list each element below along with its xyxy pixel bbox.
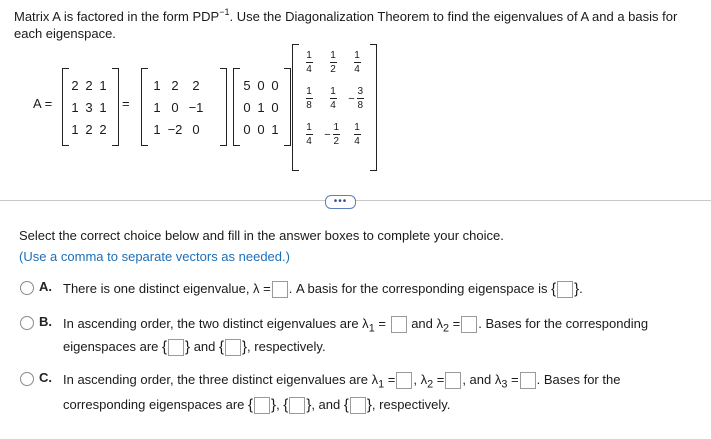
matrix-cell: 0 [171,100,179,115]
matrix-cell [296,50,320,75]
bracket-right [370,44,377,171]
bracket-left [233,68,240,146]
numerator: 3 [357,86,363,97]
matrix-cell: −1 [188,100,204,115]
denominator: 4 [354,136,360,147]
denominator: 4 [306,64,312,75]
numerator: 1 [354,50,360,61]
numerator: 1 [306,86,312,97]
fraction-bar [306,98,313,99]
choice-a-text: There is one distinct eigenvalue, λ = . A basis for the corresponding eigenspace is { }. [63,280,583,298]
instruction-note: (Use a comma to separate vectors as needed.) [19,249,290,264]
matrix-cell [296,86,320,111]
denominator: 4 [354,64,360,75]
choice-c-radio[interactable] [20,372,34,386]
matrix-cell: 0 [271,78,279,93]
more-button[interactable]: ••• [325,195,356,209]
fraction [330,86,337,111]
fraction-bar [357,98,364,99]
fraction [306,50,313,75]
choice-b-radio[interactable] [20,316,34,330]
fraction [330,50,337,75]
denominator: 2 [330,64,336,75]
matrix-cell: 1 [71,100,79,115]
matrix-cell [320,86,344,111]
matrix-cell: 5 [243,78,251,93]
matrix-cell: −2 [167,122,183,137]
brace-close: } [185,338,191,356]
basis2-input[interactable] [289,397,305,414]
brace-open: { [343,396,349,414]
bracket-right [220,68,227,146]
numerator: 1 [306,122,312,133]
choice-b-line2: eigenspaces are { } and { }, respectively. [63,338,326,356]
basis1-input[interactable] [168,339,184,356]
denominator: 2 [333,136,339,147]
fraction-bar [306,134,313,135]
matrix-a [68,77,110,139]
brace-open: { [551,280,557,298]
matrix-cell: 0 [271,100,279,115]
matrix-cell: 1 [99,100,107,115]
numerator: 1 [333,122,339,133]
fraction [354,122,361,147]
matrix-cell: 0 [243,122,251,137]
choice-a-radio[interactable] [20,281,34,295]
fraction-bar [330,98,337,99]
matrix-cell [320,122,344,147]
equals-sign: = [122,96,130,111]
brace-open: { [248,396,254,414]
lambda1-input[interactable] [396,372,412,389]
choice-a-letter: A. [39,279,52,294]
matrix-d [240,77,282,139]
fraction-bar [306,62,313,63]
matrix-cell: 1 [257,100,265,115]
matrix-cell: 1 [271,122,279,137]
choice-b-letter: B. [39,314,52,329]
matrix-cell: 1 [71,122,79,137]
eigenvalue-input[interactable] [272,281,288,298]
matrix-cell: 0 [243,100,251,115]
instruction-text: Select the correct choice below and fill in the answer boxes to complete your choice. [19,228,504,243]
basis2-input[interactable] [225,339,241,356]
brace-open: { [219,338,225,356]
fraction-sign: − [324,128,331,141]
matrix-cell: 1 [153,122,161,137]
matrix-cell: 1 [153,78,161,93]
lambda3-input[interactable] [520,372,536,389]
choice-b-line1: In ascending order, the two distinct eigenvalues are $\lambda_1$ = and $\lambda_2$ = . Bases for the corresponding [63,316,649,335]
fraction [333,122,340,147]
matrix-p-inverse [296,50,368,147]
matrix-cell: 2 [171,78,179,93]
matrix-cell [344,86,368,111]
fraction [354,50,361,75]
matrix-cell [344,122,368,147]
matrix-cell: 1 [153,100,161,115]
matrix-cell: 2 [71,78,79,93]
brace-close: } [306,396,312,414]
fraction [306,122,313,147]
numerator: 1 [306,50,312,61]
matrix-cell: 0 [192,122,200,137]
numerator: 1 [354,122,360,133]
denominator: 4 [306,136,312,147]
matrix-p [149,77,207,139]
choice-c-line1: In ascending order, the three distinct eigenvalues are $\lambda_1$ = , $\lambda_2$ = , and $\lambda_3$ = . Bases for the [63,372,621,391]
fraction-sign: − [348,92,355,105]
matrix-cell: 2 [85,78,93,93]
bracket-right [112,68,119,146]
matrix-cell: 3 [85,100,93,115]
brace-close: } [366,396,372,414]
choice-c-line2: corresponding eigenspaces are { }, { }, and { }, respectively. [63,396,451,414]
matrix-cell: 1 [99,78,107,93]
brace-close: } [242,338,248,356]
brace-open: { [283,396,289,414]
fraction-bar [354,62,361,63]
choice-c-letter: C. [39,370,52,385]
fraction-bar [333,134,340,135]
lambda2-input[interactable] [445,372,461,389]
fraction [357,86,364,111]
lambda2-input[interactable] [461,316,477,333]
matrix-cell [320,50,344,75]
lambda1-input[interactable] [391,316,407,333]
brace-close: } [574,280,580,298]
fraction-bar [354,134,361,135]
fraction-bar [330,62,337,63]
bracket-left [141,68,148,146]
matrix-cell: 0 [257,122,265,137]
denominator: 4 [330,100,336,111]
basis-input[interactable] [557,281,573,298]
brace-open: { [162,338,168,356]
bracket-right [284,68,291,146]
brace-close: } [271,396,277,414]
numerator: 1 [330,50,336,61]
numerator: 1 [330,86,336,97]
matrix-cell [296,122,320,147]
matrix-cell: 2 [85,122,93,137]
basis3-input[interactable] [350,397,366,414]
lhs-label: A = [33,96,53,111]
basis1-input[interactable] [254,397,270,414]
matrix-cell [344,50,368,75]
fraction [306,86,313,111]
question-text: Matrix A is factored in the form $PDP^{-1}$. Use the Diagonalization Theorem to find the eigenvalues of A and a basis for each eigenspace. [14,7,678,41]
matrix-cell: 2 [99,122,107,137]
matrix-cell: 0 [257,78,265,93]
denominator: 8 [357,100,363,111]
denominator: 8 [306,100,312,111]
matrix-cell: 2 [192,78,200,93]
